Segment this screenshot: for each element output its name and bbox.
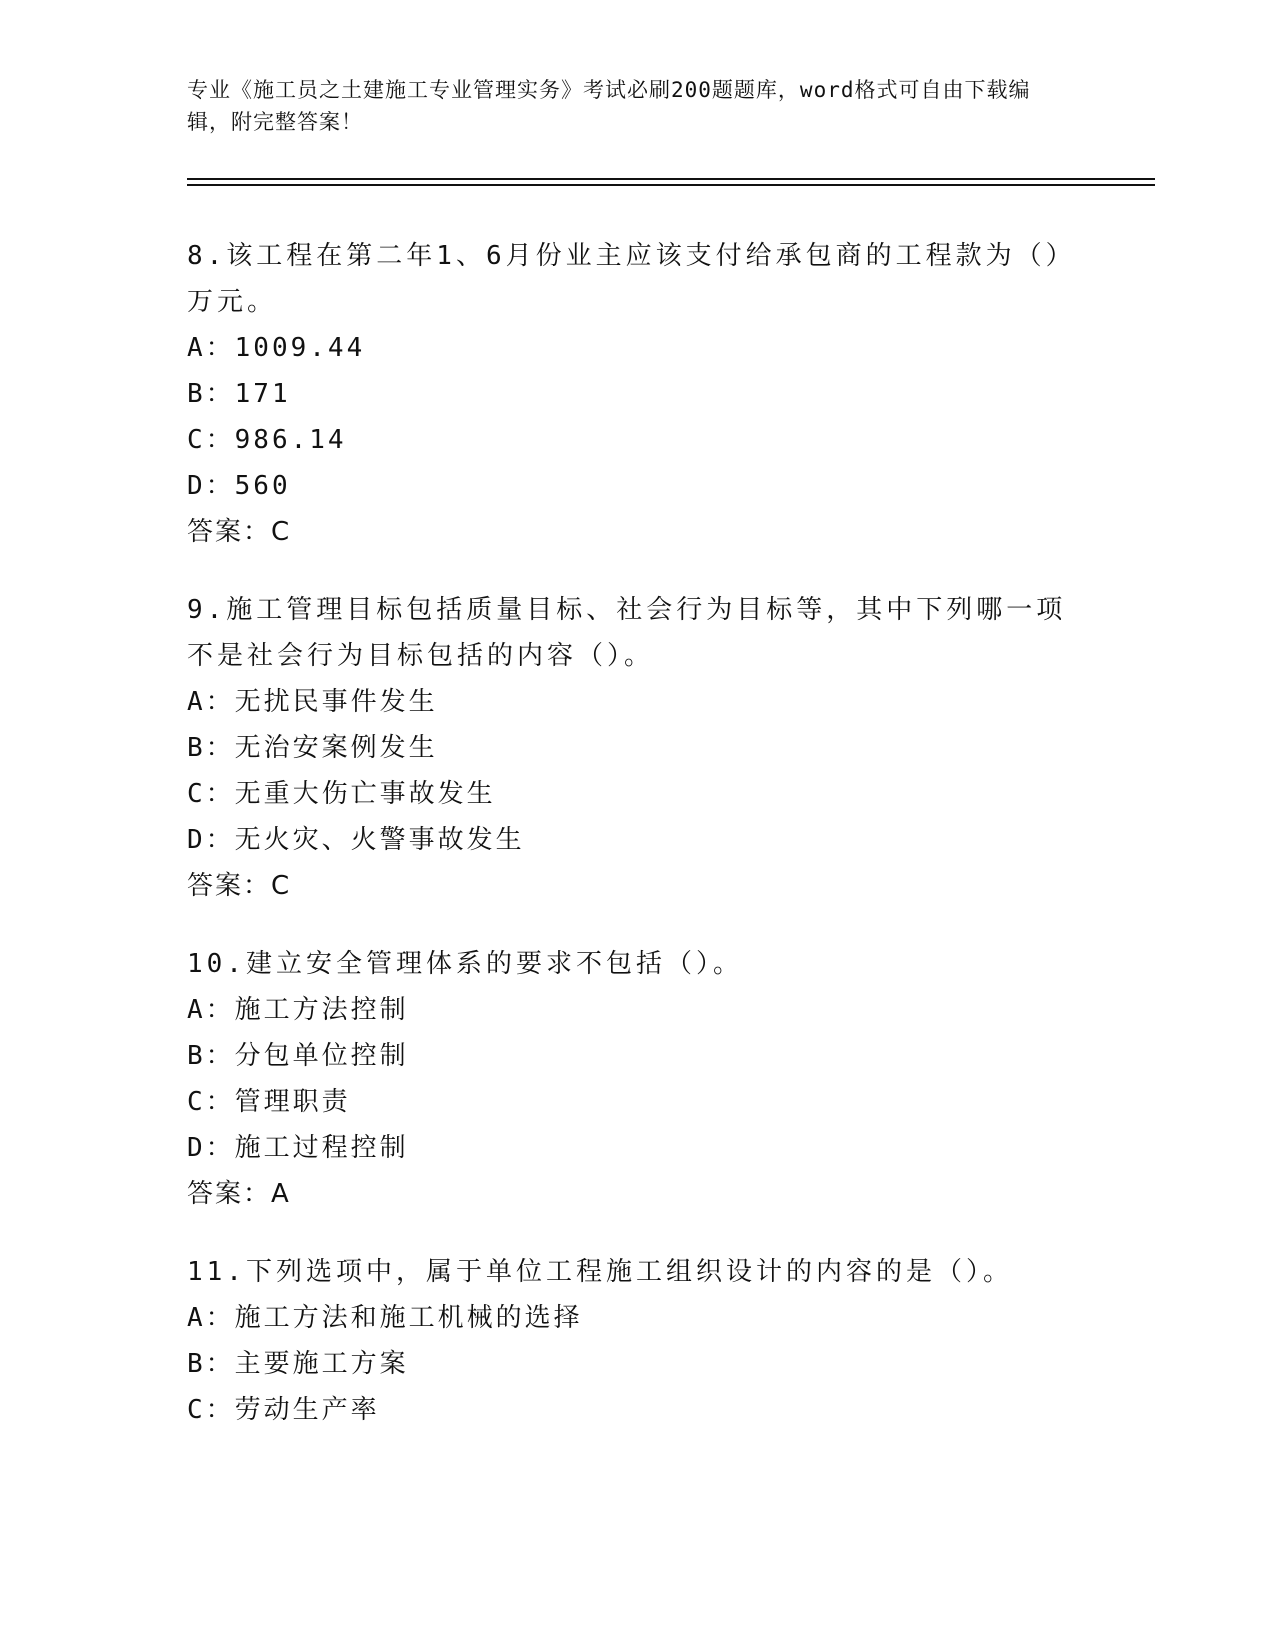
option-c: C：管理职责 <box>187 1087 351 1117</box>
option-c: C：986.14 <box>187 425 347 455</box>
header-divider-bottom <box>187 184 1155 186</box>
answer-line: 答案：C <box>187 871 292 901</box>
option-b: B：无治安案例发生 <box>187 733 438 763</box>
answer-line: 答案：A <box>187 1179 291 1209</box>
option-b: B：分包单位控制 <box>187 1041 409 1071</box>
document-header: 专业《施工员之土建施工专业管理实务》考试必刷200题题库，word格式可自由下载编辑，附完整答案！ <box>187 78 1031 134</box>
question-10 <box>187 941 1087 1217</box>
option-a: A：1009.44 <box>187 333 366 363</box>
option-a: A：无扰民事件发生 <box>187 687 438 717</box>
option-c: C：劳动生产率 <box>187 1395 380 1425</box>
option-d: D：560 <box>187 471 291 501</box>
question-text: 11.下列选项中，属于单位工程施工组织设计的内容的是（）。 <box>187 1257 1013 1287</box>
option-b: B：主要施工方案 <box>187 1349 409 1379</box>
header-divider-top <box>187 178 1155 180</box>
option-a: A：施工方法和施工机械的选择 <box>187 1303 583 1333</box>
question-text: 9.施工管理目标包括质量目标、社会行为目标等，其中下列哪一项不是社会行为目标包括的内容（）。 <box>187 595 1067 671</box>
question-list <box>187 233 1087 1465</box>
question-8 <box>187 233 1087 555</box>
option-d: D：无火灾、火警事故发生 <box>187 825 525 855</box>
option-c: C：无重大伤亡事故发生 <box>187 779 496 809</box>
answer-line: 答案：C <box>187 517 292 547</box>
option-a: A：施工方法控制 <box>187 995 409 1025</box>
question-text: 10.建立安全管理体系的要求不包括（）。 <box>187 949 743 979</box>
question-11 <box>187 1249 1087 1433</box>
question-9 <box>187 587 1087 909</box>
option-b: B：171 <box>187 379 291 409</box>
option-d: D：施工过程控制 <box>187 1133 409 1163</box>
question-text: 8.该工程在第二年1、6月份业主应该支付给承包商的工程款为（）万元。 <box>187 241 1076 317</box>
